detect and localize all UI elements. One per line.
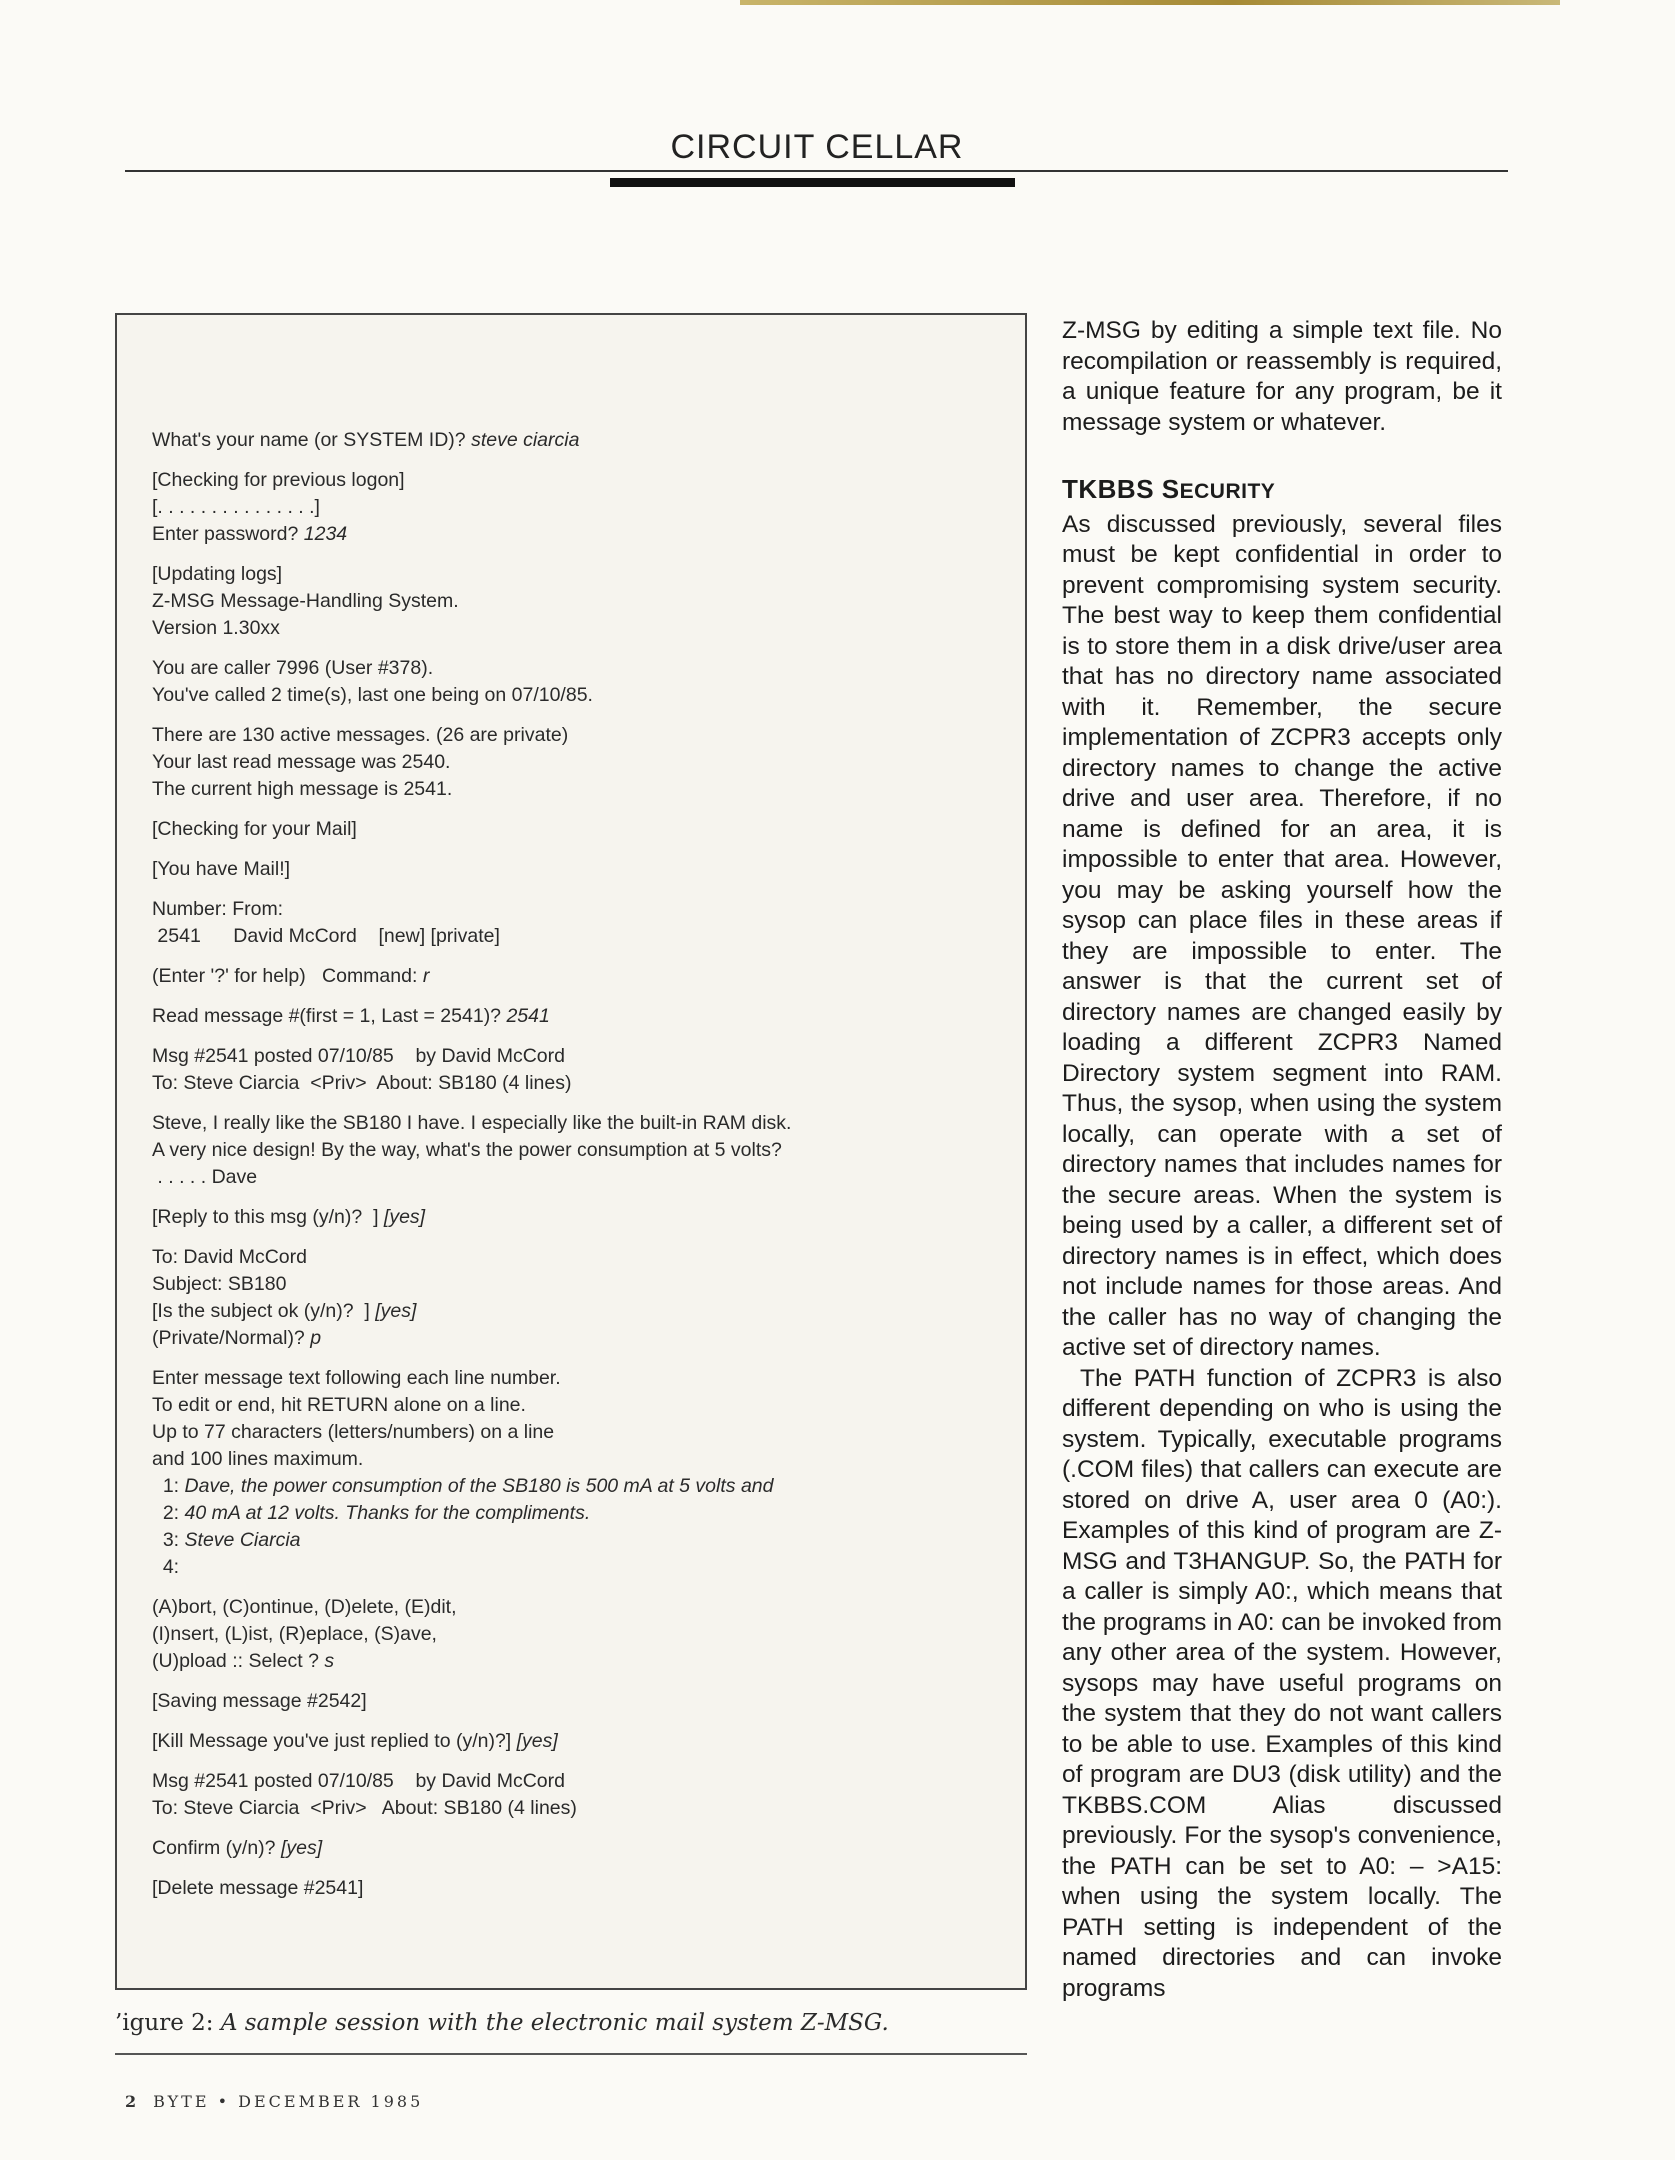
- session-line: [152, 923, 1012, 950]
- session-line: [152, 1392, 1012, 1419]
- system-text: The current high message is 2541.: [152, 778, 453, 800]
- paragraph-intro: Z-MSG by editing a simple text file. No recompilation or reassembly is required, a unique feature for any program, be it message system or whatever.: [1062, 317, 1502, 436]
- system-text: [Saving message #2542]: [152, 1690, 367, 1712]
- top-gold-rule: [740, 0, 1560, 5]
- session-block: [152, 1728, 1012, 1755]
- session-line: [152, 1554, 1012, 1581]
- user-input: [yes]: [375, 1300, 417, 1322]
- session-block: [152, 1244, 1012, 1352]
- session-block: [152, 1110, 1012, 1191]
- system-text: To: Steve Ciarcia <Priv> About: SB180 (4 lines): [152, 1072, 572, 1094]
- caption-rule: [115, 2053, 1027, 2055]
- caption-text: A sample session with the electronic mail system Z-MSG.: [220, 2010, 889, 2036]
- session-line: [152, 1070, 1012, 1097]
- session-block: [152, 561, 1012, 642]
- header-bar: [610, 178, 1015, 187]
- system-text: Number: From:: [152, 898, 284, 920]
- system-text: There are 130 active messages. (26 are private): [152, 724, 569, 746]
- session-block: [152, 1594, 1012, 1675]
- system-text: Steve, I really like the SB180 I have. I especially like the built-in RAM disk.: [152, 1112, 792, 1134]
- session-line: [152, 1043, 1012, 1070]
- user-input: steve ciarcia: [471, 429, 580, 451]
- figure-2-box: [115, 313, 1027, 1990]
- session-line: [152, 776, 1012, 803]
- system-text: [Checking for your Mail]: [152, 818, 357, 840]
- system-text: Msg #2541 posted 07/10/85 by David McCord: [152, 1045, 565, 1067]
- session-block: [152, 722, 1012, 803]
- session-block: [152, 1875, 1012, 1902]
- session-block: [152, 1003, 1012, 1030]
- session-line: [152, 1835, 1012, 1862]
- session-line: [152, 1768, 1012, 1795]
- system-text: (A)bort, (C)ontinue, (D)elete, (E)dit,: [152, 1596, 457, 1618]
- system-text: A very nice design! By the way, what's the power consumption at 5 volts?: [152, 1139, 782, 1161]
- session-line: [152, 1003, 1012, 1030]
- user-input: Steve Ciarcia: [184, 1529, 301, 1551]
- session-block: [152, 467, 1012, 548]
- system-text: Confirm (y/n)?: [152, 1837, 281, 1859]
- session-line: [152, 1875, 1012, 1902]
- section-heading-big: TKBBS S: [1062, 474, 1180, 504]
- system-text: Enter message text following each line number.: [152, 1367, 561, 1389]
- system-text: [. . . . . . . . . . . . . . .]: [152, 496, 320, 518]
- user-input: 40 mA at 12 volts. Thanks for the compliments.: [184, 1502, 591, 1524]
- session-line: [152, 1594, 1012, 1621]
- session-line: [152, 1204, 1012, 1231]
- session-line: [152, 521, 1012, 548]
- session-line: [152, 1244, 1012, 1271]
- session-block: [152, 816, 1012, 843]
- system-text: (Enter '?' for help) Command:: [152, 965, 423, 987]
- page-number: 2: [125, 2092, 140, 2111]
- session-line: [152, 655, 1012, 682]
- session-line: [152, 1365, 1012, 1392]
- system-text: [Reply to this msg (y/n)? ]: [152, 1206, 384, 1228]
- system-text: [Checking for previous logon]: [152, 469, 405, 491]
- session-line: [152, 588, 1012, 615]
- session-block: [152, 655, 1012, 709]
- system-text: [Is the subject ok (y/n)? ]: [152, 1300, 376, 1322]
- terminal-session: [152, 427, 1012, 1915]
- system-text: You've called 2 time(s), last one being on 07/10/85.: [152, 684, 593, 706]
- session-line: [152, 682, 1012, 709]
- system-text: To edit or end, hit RETURN alone on a line.: [152, 1394, 526, 1416]
- user-input: 2541: [506, 1005, 550, 1027]
- system-text: Enter password?: [152, 523, 304, 545]
- article-column: [1062, 316, 1502, 2004]
- session-line: [152, 816, 1012, 843]
- system-text: (Private/Normal)?: [152, 1327, 311, 1349]
- session-line: [152, 427, 1012, 454]
- session-block: [152, 1204, 1012, 1231]
- session-line: [152, 1298, 1012, 1325]
- session-block: [152, 427, 1012, 454]
- session-block: [152, 1768, 1012, 1822]
- session-line: [152, 1419, 1012, 1446]
- session-line: [152, 1110, 1012, 1137]
- session-line: [152, 722, 1012, 749]
- session-block: [152, 856, 1012, 883]
- session-line: [152, 1527, 1012, 1554]
- session-line: [152, 1271, 1012, 1298]
- session-line: [152, 1728, 1012, 1755]
- session-line: [152, 963, 1012, 990]
- user-input: [yes]: [383, 1206, 426, 1228]
- system-text: Subject: SB180: [152, 1273, 287, 1295]
- session-block: [152, 1043, 1012, 1097]
- user-input: p: [310, 1327, 322, 1349]
- session-line: [152, 615, 1012, 642]
- session-line: [152, 1473, 1012, 1500]
- session-line: [152, 1688, 1012, 1715]
- system-text: (I)nsert, (L)ist, (R)eplace, (S)ave,: [152, 1623, 437, 1645]
- paragraph-security: As discussed previously, several files must be kept confidential in order to prevent compromising system security. The best way to keep them confidential is to store them in a disk drive/user area that has no directory name associated with it. Remember, the secure implementation of ZCPR3 accepts only directory names to change the active drive and user area. Therefore, if no name is defined for an area, it is impossible to enter that area. However, you may be asking yourself how the sysop can place files in these areas if they are impossible to enter. The answer is that the current set of directory names are changed easily by loading a different ZCPR3 Named Directory system segment into RAM. Thus, the sysop, when using the system locally, can operate with a set of directory names that includes names for the secure areas. When the system is being used by a caller, a different set of directory names is in effect, which does not include names for those areas. And the caller has no way of changing the active set of directory names.: [1062, 510, 1502, 1361]
- session-line: [152, 1621, 1012, 1648]
- user-input: s: [324, 1650, 335, 1672]
- figure-caption: [115, 2010, 1027, 2036]
- system-text: What's your name (or SYSTEM ID)?: [152, 429, 472, 451]
- section-heading: [1062, 474, 1502, 508]
- session-line: [152, 494, 1012, 521]
- session-line: [152, 1325, 1012, 1352]
- system-text: and 100 lines maximum.: [152, 1448, 364, 1470]
- system-text: To: David McCord: [152, 1246, 307, 1268]
- section-heading-small: ECURITY: [1179, 480, 1276, 503]
- system-text: To: Steve Ciarcia <Priv> About: SB180 (4 lines): [152, 1797, 577, 1819]
- system-text: Your last read message was 2540.: [152, 751, 451, 773]
- system-text: . . . . . Dave: [152, 1166, 258, 1188]
- system-text: [Updating logs]: [152, 563, 283, 585]
- header-rule: [125, 170, 1508, 172]
- session-line: [152, 1164, 1012, 1191]
- system-text: 4:: [152, 1556, 180, 1578]
- system-text: 3:: [152, 1529, 185, 1551]
- session-line: [152, 1500, 1012, 1527]
- session-line: [152, 896, 1012, 923]
- system-text: You are caller 7996 (User #378).: [152, 657, 434, 679]
- session-line: [152, 561, 1012, 588]
- user-input: Dave, the power consumption of the SB180 is 500 mA at 5 volts and: [184, 1475, 774, 1497]
- session-block: [152, 1835, 1012, 1862]
- session-line: [152, 749, 1012, 776]
- session-line: [152, 467, 1012, 494]
- session-line: [152, 1795, 1012, 1822]
- running-header: CIRCUIT CELLAR: [670, 128, 964, 166]
- user-input: r: [422, 965, 430, 987]
- system-text: Read message #(first = 1, Last = 2541)?: [152, 1005, 507, 1027]
- footer-text: BYTE • DECEMBER 1985: [153, 2092, 424, 2111]
- system-text: Msg #2541 posted 07/10/85 by David McCord: [152, 1770, 565, 1792]
- session-line: [152, 856, 1012, 883]
- system-text: [Kill Message you've just replied to (y/n)?]: [152, 1730, 517, 1752]
- caption-label: ’igure 2:: [115, 2010, 214, 2036]
- system-text: Z-MSG Message-Handling System.: [152, 590, 459, 612]
- page-footer: [125, 2092, 423, 2111]
- system-text: 1:: [152, 1475, 185, 1497]
- system-text: 2541 David McCord [new] [private]: [152, 925, 500, 947]
- system-text: Up to 77 characters (letters/numbers) on a line: [152, 1421, 555, 1443]
- session-block: [152, 896, 1012, 950]
- system-text: [You have Mail!]: [152, 858, 291, 880]
- user-input: [yes]: [516, 1730, 558, 1752]
- user-input: [yes]: [280, 1837, 323, 1859]
- session-block: [152, 1365, 1012, 1581]
- system-text: Version 1.30xx: [152, 617, 280, 639]
- session-block: [152, 963, 1012, 990]
- session-block: [152, 1688, 1012, 1715]
- paragraph-path: The PATH function of ZCPR3 is also different depending on who is using the system. Typically, executable programs (.COM files) that callers can execute are stored on drive A, user area 0 (A0:). Examples of this kind of program are Z-MSG and T3HANGUP. So, the PATH for a caller is simply A0:, which means that the programs in A0: can be invoked from any other area of the system. However, sysops may have useful programs on the system that they do not want callers to be able to use. Examples of this kind of program are DU3 (disk utility) and the TKBBS.COM Alias discussed previously. For the sysop's convenience, the PATH can be set to A0: – >A15: when using the system locally. The PATH setting is independent of the named directories and can invoke programs: [1062, 1364, 1502, 2002]
- session-line: [152, 1137, 1012, 1164]
- system-text: 2:: [152, 1502, 185, 1524]
- system-text: [Delete message #2541]: [152, 1877, 364, 1899]
- session-line: [152, 1648, 1012, 1675]
- user-input: 1234: [303, 523, 348, 545]
- system-text: (U)pload :: Select ?: [152, 1650, 325, 1672]
- session-line: [152, 1446, 1012, 1473]
